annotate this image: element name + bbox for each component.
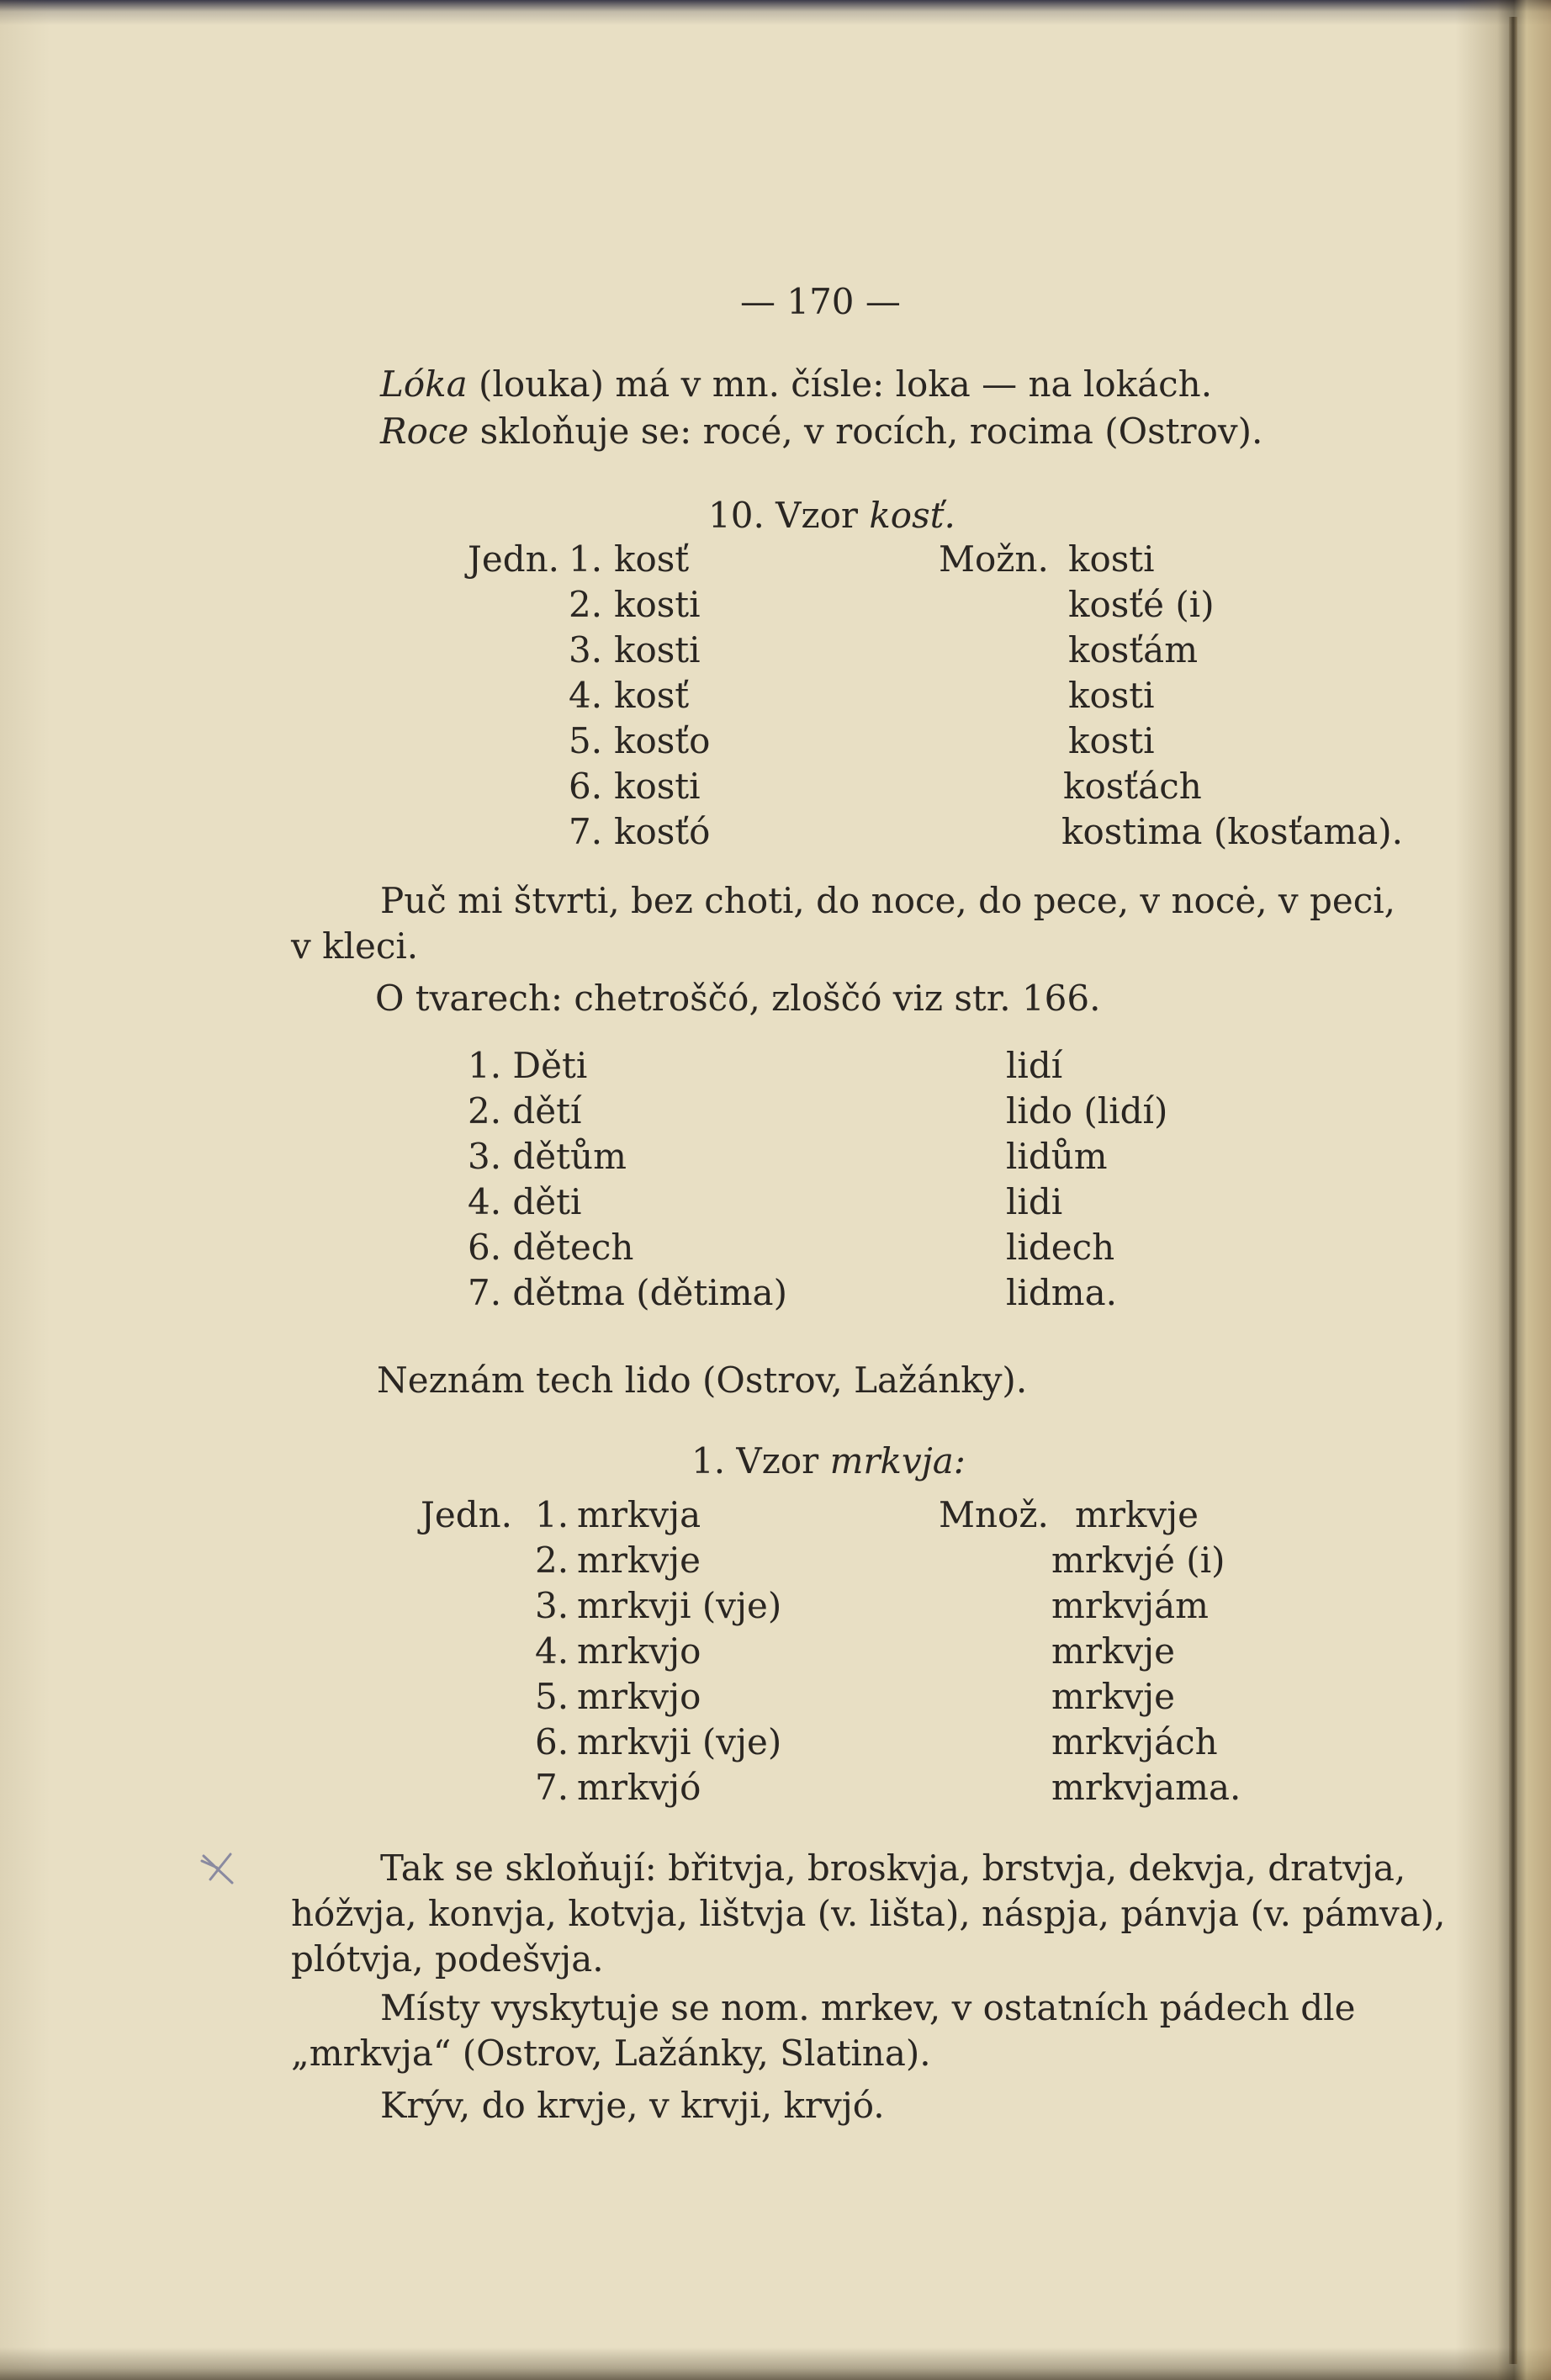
intro-line-1-text: (louka) má v mn. čísle: loka — na lokách. — [467, 363, 1213, 405]
children-form: 1. Děti — [468, 1045, 588, 1086]
pattern-1-row-num: 4. — [535, 1630, 569, 1672]
people-form: lido (lidí) — [1006, 1090, 1168, 1132]
pattern-10-row-sg: kosťó — [614, 811, 711, 852]
intro-line-1 — [380, 362, 1212, 407]
page-number: — 170 — — [740, 281, 901, 322]
pattern-10-row-num: 1. — [569, 538, 603, 580]
pattern-10-row-sg: kosťo — [614, 720, 711, 761]
paragraph-line: v kleci. — [291, 925, 419, 967]
note-line: Neznám tech lido (Ostrov, Lažánky). — [377, 1360, 1028, 1401]
people-form: lidech — [1006, 1227, 1115, 1268]
pattern-1-row-pl: mrkvje — [1051, 1630, 1175, 1672]
people-form: lidma. — [1006, 1272, 1117, 1313]
paragraph-line: hóžvja, konvja, kotvja, lištvja (v. lišta), náspja, pánvja (v. pámva), — [291, 1893, 1446, 1934]
pattern-1-heading — [691, 1439, 966, 1484]
pattern-10-row-sg: kosť — [614, 675, 690, 716]
pattern-1-row-pl: mrkvje — [1051, 1676, 1175, 1717]
pattern-1-row-num: 6. — [535, 1721, 569, 1762]
pattern-1-row-pl: mrkvje — [1075, 1494, 1199, 1535]
pattern-1-row-pl: mrkvjám — [1051, 1585, 1209, 1626]
pattern-1-singular-label: Jedn. — [421, 1494, 512, 1535]
pattern-1-row-num: 2. — [535, 1540, 569, 1581]
paragraph-line: Tak se skloňují: břitvja, broskvja, brstvja, dekvja, dratvja, — [380, 1847, 1406, 1889]
pattern-1-row-sg: mrkvjo — [577, 1630, 701, 1672]
pattern-1-heading-prefix: 1. Vzor — [691, 1440, 830, 1482]
pattern-10-row-sg: kosti — [614, 629, 701, 671]
people-form: lidům — [1006, 1136, 1108, 1177]
paragraph-line: „mrkvja“ (Ostrov, Lažánky, Slatina). — [291, 2033, 931, 2074]
people-form: lidí — [1006, 1045, 1063, 1086]
children-form: 4. děti — [468, 1181, 582, 1222]
pattern-10-row-pl: kostima (kosťama). — [1061, 811, 1404, 852]
pattern-10-row-pl: kosti — [1068, 720, 1155, 761]
intro-line-2 — [380, 409, 1263, 454]
pattern-1-row-num: 1. — [535, 1494, 569, 1535]
pattern-10-row-pl: kosťé (i) — [1068, 584, 1215, 625]
pattern-10-row-num: 5. — [569, 720, 603, 761]
paragraph-line: Místy vyskytuje se nom. mrkev, v ostatních pádech dle — [380, 1987, 1356, 2028]
children-form: 3. dětům — [468, 1136, 627, 1177]
pattern-10-heading-word: kosť. — [869, 495, 955, 536]
pencil-cross-mark-icon — [199, 1849, 249, 1891]
pattern-1-row-pl: mrkvjé (i) — [1051, 1540, 1225, 1581]
pattern-10-row-num: 4. — [569, 675, 603, 716]
children-form: 7. dětma (dětima) — [468, 1272, 787, 1313]
pattern-10-heading — [708, 493, 955, 538]
paragraph-line: O tvarech: chetroščó, zloščó viz str. 166. — [375, 978, 1101, 1019]
pattern-10-row-pl: kosťám — [1068, 629, 1199, 671]
pattern-10-row-sg: kosti — [614, 766, 701, 807]
pattern-1-heading-word: mrkvja: — [829, 1440, 966, 1482]
paragraph-line: Puč mi štvrti, bez choti, do noce, do pece, v nocė, v peci, — [380, 880, 1396, 921]
pattern-1-row-pl: mrkvjama. — [1051, 1767, 1241, 1808]
pattern-10-row-num: 7. — [569, 811, 603, 852]
pattern-10-heading-prefix: 10. Vzor — [708, 495, 870, 536]
pattern-1-row-sg: mrkvji (vje) — [577, 1721, 782, 1762]
pattern-10-singular-label: Jedn. — [468, 538, 559, 580]
intro-line-2-text: skloňuje se: rocé, v rocích, rocima (Ostrov). — [468, 411, 1263, 452]
pattern-1-row-num: 7. — [535, 1767, 569, 1808]
intro-word-roce: Roce — [380, 411, 469, 452]
pattern-10-plural-label: Možn. — [939, 538, 1049, 580]
pattern-1-row-pl: mrkvjách — [1051, 1721, 1218, 1762]
pattern-10-row-pl: kosťách — [1063, 766, 1202, 807]
children-form: 6. dětech — [468, 1227, 634, 1268]
pattern-1-row-sg: mrkvja — [577, 1494, 701, 1535]
pattern-1-row-sg: mrkvjó — [577, 1767, 701, 1808]
paragraph-line: plótvja, podešvja. — [291, 1938, 604, 1980]
pattern-1-row-num: 5. — [535, 1676, 569, 1717]
pattern-10-row-sg: kosti — [614, 584, 701, 625]
pattern-1-row-num: 3. — [535, 1585, 569, 1626]
pattern-1-row-sg: mrkvje — [577, 1540, 701, 1581]
people-form: lidi — [1006, 1181, 1063, 1222]
pattern-10-row-num: 6. — [569, 766, 603, 807]
pattern-1-row-sg: mrkvjo — [577, 1676, 701, 1717]
pattern-10-row-num: 3. — [569, 629, 603, 671]
pattern-1-plural-label: Množ. — [939, 1494, 1049, 1535]
pattern-1-row-sg: mrkvji (vje) — [577, 1585, 782, 1626]
pattern-10-row-num: 2. — [569, 584, 603, 625]
children-form: 2. dětí — [468, 1090, 582, 1132]
pattern-10-row-pl: kosti — [1068, 675, 1155, 716]
pattern-10-row-pl: kosti — [1068, 538, 1155, 580]
intro-word-loka: Lóka — [380, 363, 468, 405]
pattern-10-row-sg: kosť — [614, 538, 690, 580]
paragraph-line: Krýv, do krvje, v krvji, krvjó. — [380, 2085, 885, 2126]
